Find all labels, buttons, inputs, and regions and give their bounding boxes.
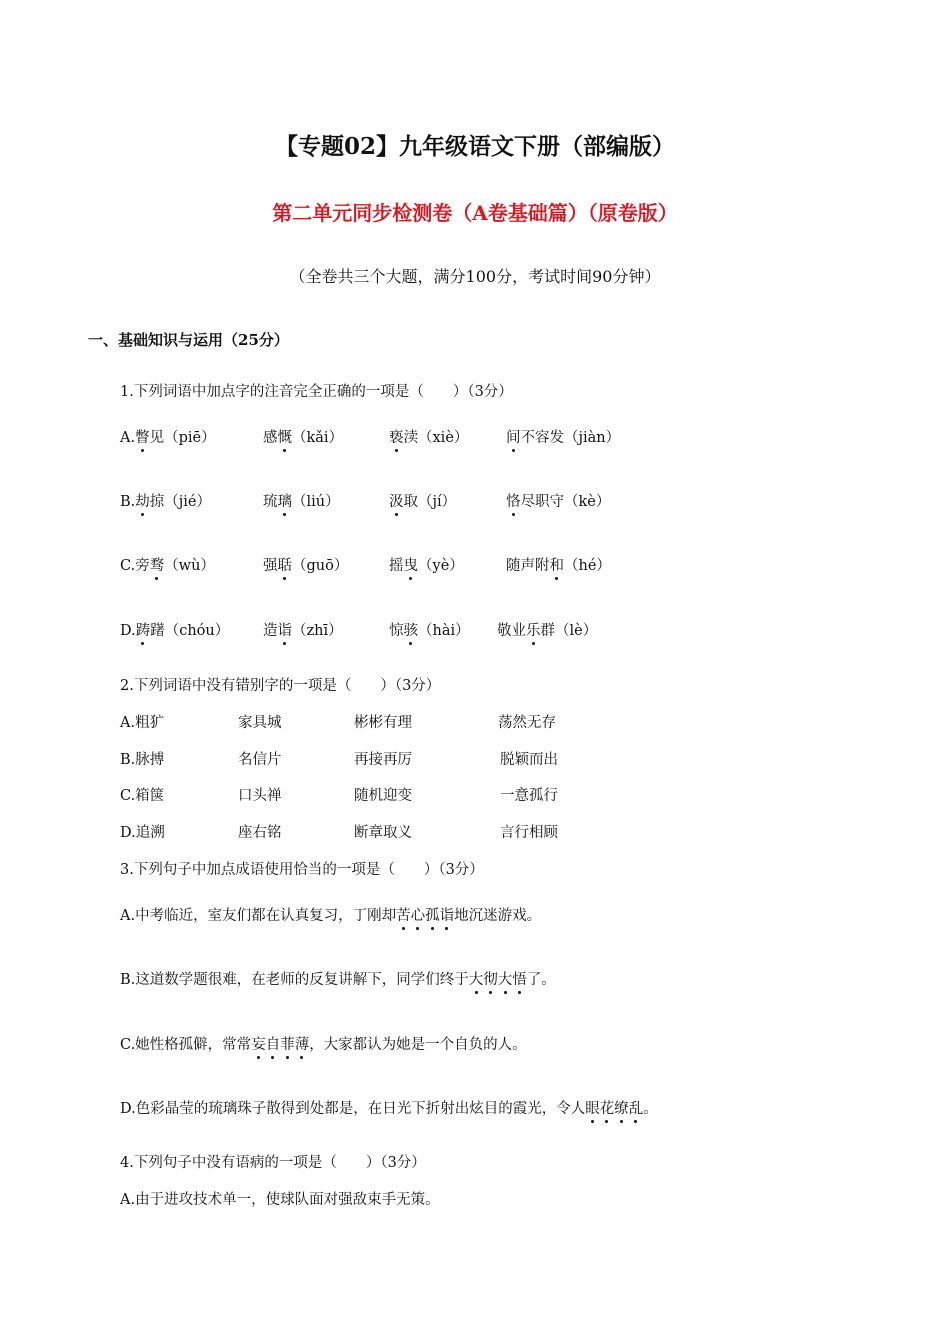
dotted-char: 妄: [251, 1033, 266, 1054]
dotted-char: 乐: [526, 619, 541, 640]
q2-option-cell: A.粗犷: [120, 715, 165, 731]
dotted-char: 苦: [396, 904, 411, 925]
q1-option-term: [120, 426, 216, 447]
dotted-char: 瞥: [135, 426, 150, 447]
section-heading: 一、基础知识与运用（25分）: [88, 331, 289, 349]
q2-option-cell: D.追溯: [120, 825, 165, 841]
dotted-char: 亵: [389, 426, 404, 447]
dotted-char: 悟: [512, 968, 527, 989]
dotted-char: 自: [266, 1033, 281, 1054]
q2-option-cell: 彬彬有理: [354, 715, 412, 731]
dotted-char: 眼: [585, 1097, 600, 1118]
dotted-char: 菲: [280, 1033, 295, 1054]
page-title: 【专题02】九年级语文下册（部编版）: [274, 133, 675, 160]
dotted-char: 曳: [404, 554, 419, 575]
option-label: D.: [120, 623, 136, 639]
term-text: （yè）: [418, 558, 464, 574]
q2-option-cell: 荡然无存: [498, 715, 556, 731]
term-text: 取（jí）: [403, 494, 457, 510]
dotted-char: 聒: [278, 554, 293, 575]
option-text: A.中考临近，室友们都在认真复习，丁刚却: [120, 908, 397, 924]
dotted-char: 大: [469, 968, 484, 989]
question-1-stem: 1.下列词语中加点字的注音完全正确的一项是（ ）（3分）: [120, 384, 513, 400]
dotted-char: 彻: [483, 968, 498, 989]
term-text: （hài）: [418, 623, 470, 639]
q1-option-term: [263, 554, 348, 575]
dotted-char: 薄: [295, 1033, 310, 1054]
term-text: 造: [263, 623, 278, 639]
term-text: 惊: [389, 623, 404, 639]
q1-option-term: [263, 490, 340, 511]
q3-option: [120, 968, 556, 989]
dotted-char: 恪: [506, 490, 521, 511]
q1-option-term: [389, 426, 468, 447]
q3-option: [120, 904, 541, 925]
option-text: ，大家都认为她是一个自负的人。: [309, 1037, 527, 1053]
q2-option-cell: 断章取义: [354, 825, 412, 841]
term-text: 感: [263, 430, 278, 446]
q2-option-cell: B.脉搏: [120, 752, 165, 768]
dotted-char: 汲: [389, 490, 404, 511]
term-text: 见（piē）: [149, 430, 216, 446]
dotted-char: 劫: [135, 490, 150, 511]
option-label: C.: [120, 558, 136, 574]
q2-option-cell: 一意孤行: [500, 788, 558, 804]
term-text: （kǎi）: [292, 430, 344, 446]
dotted-char: 间: [506, 426, 521, 447]
term-text: 随声附: [506, 558, 550, 574]
question-3-stem: 3.下列句子中加点成语使用恰当的一项是（ ）（3分）: [120, 862, 484, 878]
dotted-char: 孤: [425, 904, 440, 925]
q1-option-term: [120, 619, 229, 640]
term-text: （hé）: [564, 558, 611, 574]
q1-option-term: [506, 426, 620, 447]
option-label: A.: [120, 430, 136, 446]
dotted-char: 慨: [278, 426, 293, 447]
term-text: 渎（xiè）: [403, 430, 469, 446]
term-text: 旁: [135, 558, 150, 574]
q4-option: A.由于进攻技术单一，使球队面对强敌束手无策。: [120, 1192, 440, 1208]
term-text: 尽职守（kè）: [520, 494, 611, 510]
dotted-char: 骛: [150, 554, 165, 575]
q2-option-cell: C.箱箧: [120, 788, 165, 804]
option-text: B.这道数学题很难，在老师的反复讲解下，同学们终于: [120, 972, 469, 988]
question-4-stem: 4.下列句子中没有语病的一项是（ ）（3分）: [120, 1155, 426, 1171]
q1-option-term: [497, 619, 597, 640]
q2-option-cell: 再接再厉: [354, 752, 412, 768]
term-text: 群（lè）: [540, 623, 598, 639]
option-text: 了。: [526, 972, 556, 988]
q2-option-cell: 座右铭: [238, 825, 282, 841]
term-text: 强: [263, 558, 278, 574]
dotted-char: 乱: [629, 1097, 644, 1118]
dotted-char: 踌: [136, 619, 151, 640]
dotted-char: 花: [600, 1097, 615, 1118]
dotted-char: 缭: [614, 1097, 629, 1118]
option-text: D.色彩晶莹的琉璃珠子散得到处都是，在日光下折射出炫目的霞光，令人: [120, 1101, 586, 1117]
q2-option-cell: 名信片: [238, 752, 282, 768]
dotted-char: 诣: [440, 904, 455, 925]
option-label: B.: [120, 494, 136, 510]
term-text: 掠（jié）: [149, 494, 211, 510]
q2-option-cell: 口头禅: [238, 788, 282, 804]
dotted-char: 璃: [278, 490, 293, 511]
dotted-char: 和: [550, 554, 565, 575]
term-text: 不容发（jiàn）: [520, 430, 621, 446]
q3-option: [120, 1097, 658, 1118]
dotted-char: 骇: [404, 619, 419, 640]
q2-option-cell: 言行相顾: [500, 825, 558, 841]
dotted-char: 大: [498, 968, 513, 989]
q1-option-term: [506, 554, 611, 575]
q2-option-cell: 脱颖而出: [500, 752, 558, 768]
q1-option-term: [263, 426, 343, 447]
q3-option: [120, 1033, 527, 1054]
q1-option-term: [263, 619, 343, 640]
option-text: 。: [643, 1101, 658, 1117]
q1-option-term: [120, 490, 211, 511]
q1-option-term: [506, 490, 610, 511]
term-text: 琉: [263, 494, 278, 510]
q1-option-term: [389, 619, 470, 640]
page-subtitle: 第二单元同步检测卷（A卷基础篇）（原卷版）: [272, 201, 678, 225]
term-text: （guō）: [292, 558, 349, 574]
q2-option-cell: 家具城: [238, 715, 282, 731]
term-text: 敬业: [497, 623, 526, 639]
term-text: 摇: [389, 558, 404, 574]
term-text: （liú）: [292, 494, 340, 510]
term-text: 躇（chóu）: [150, 623, 230, 639]
dotted-char: 心: [411, 904, 426, 925]
q1-option-term: [120, 554, 215, 575]
q1-option-term: [389, 490, 456, 511]
term-text: （wù）: [164, 558, 215, 574]
question-2-stem: 2.下列词语中没有错别字的一项是（ ）（3分）: [120, 678, 441, 694]
exam-note: （全卷共三个大题，满分100分，考试时间90分钟）: [289, 267, 661, 286]
dotted-char: 诣: [278, 619, 293, 640]
q1-option-term: [389, 554, 464, 575]
term-text: （zhī）: [292, 623, 343, 639]
q2-option-cell: 随机迎变: [354, 788, 412, 804]
option-text: C.她性格孤僻，常常: [120, 1037, 252, 1053]
option-text: 地沉迷游戏。: [454, 908, 542, 924]
